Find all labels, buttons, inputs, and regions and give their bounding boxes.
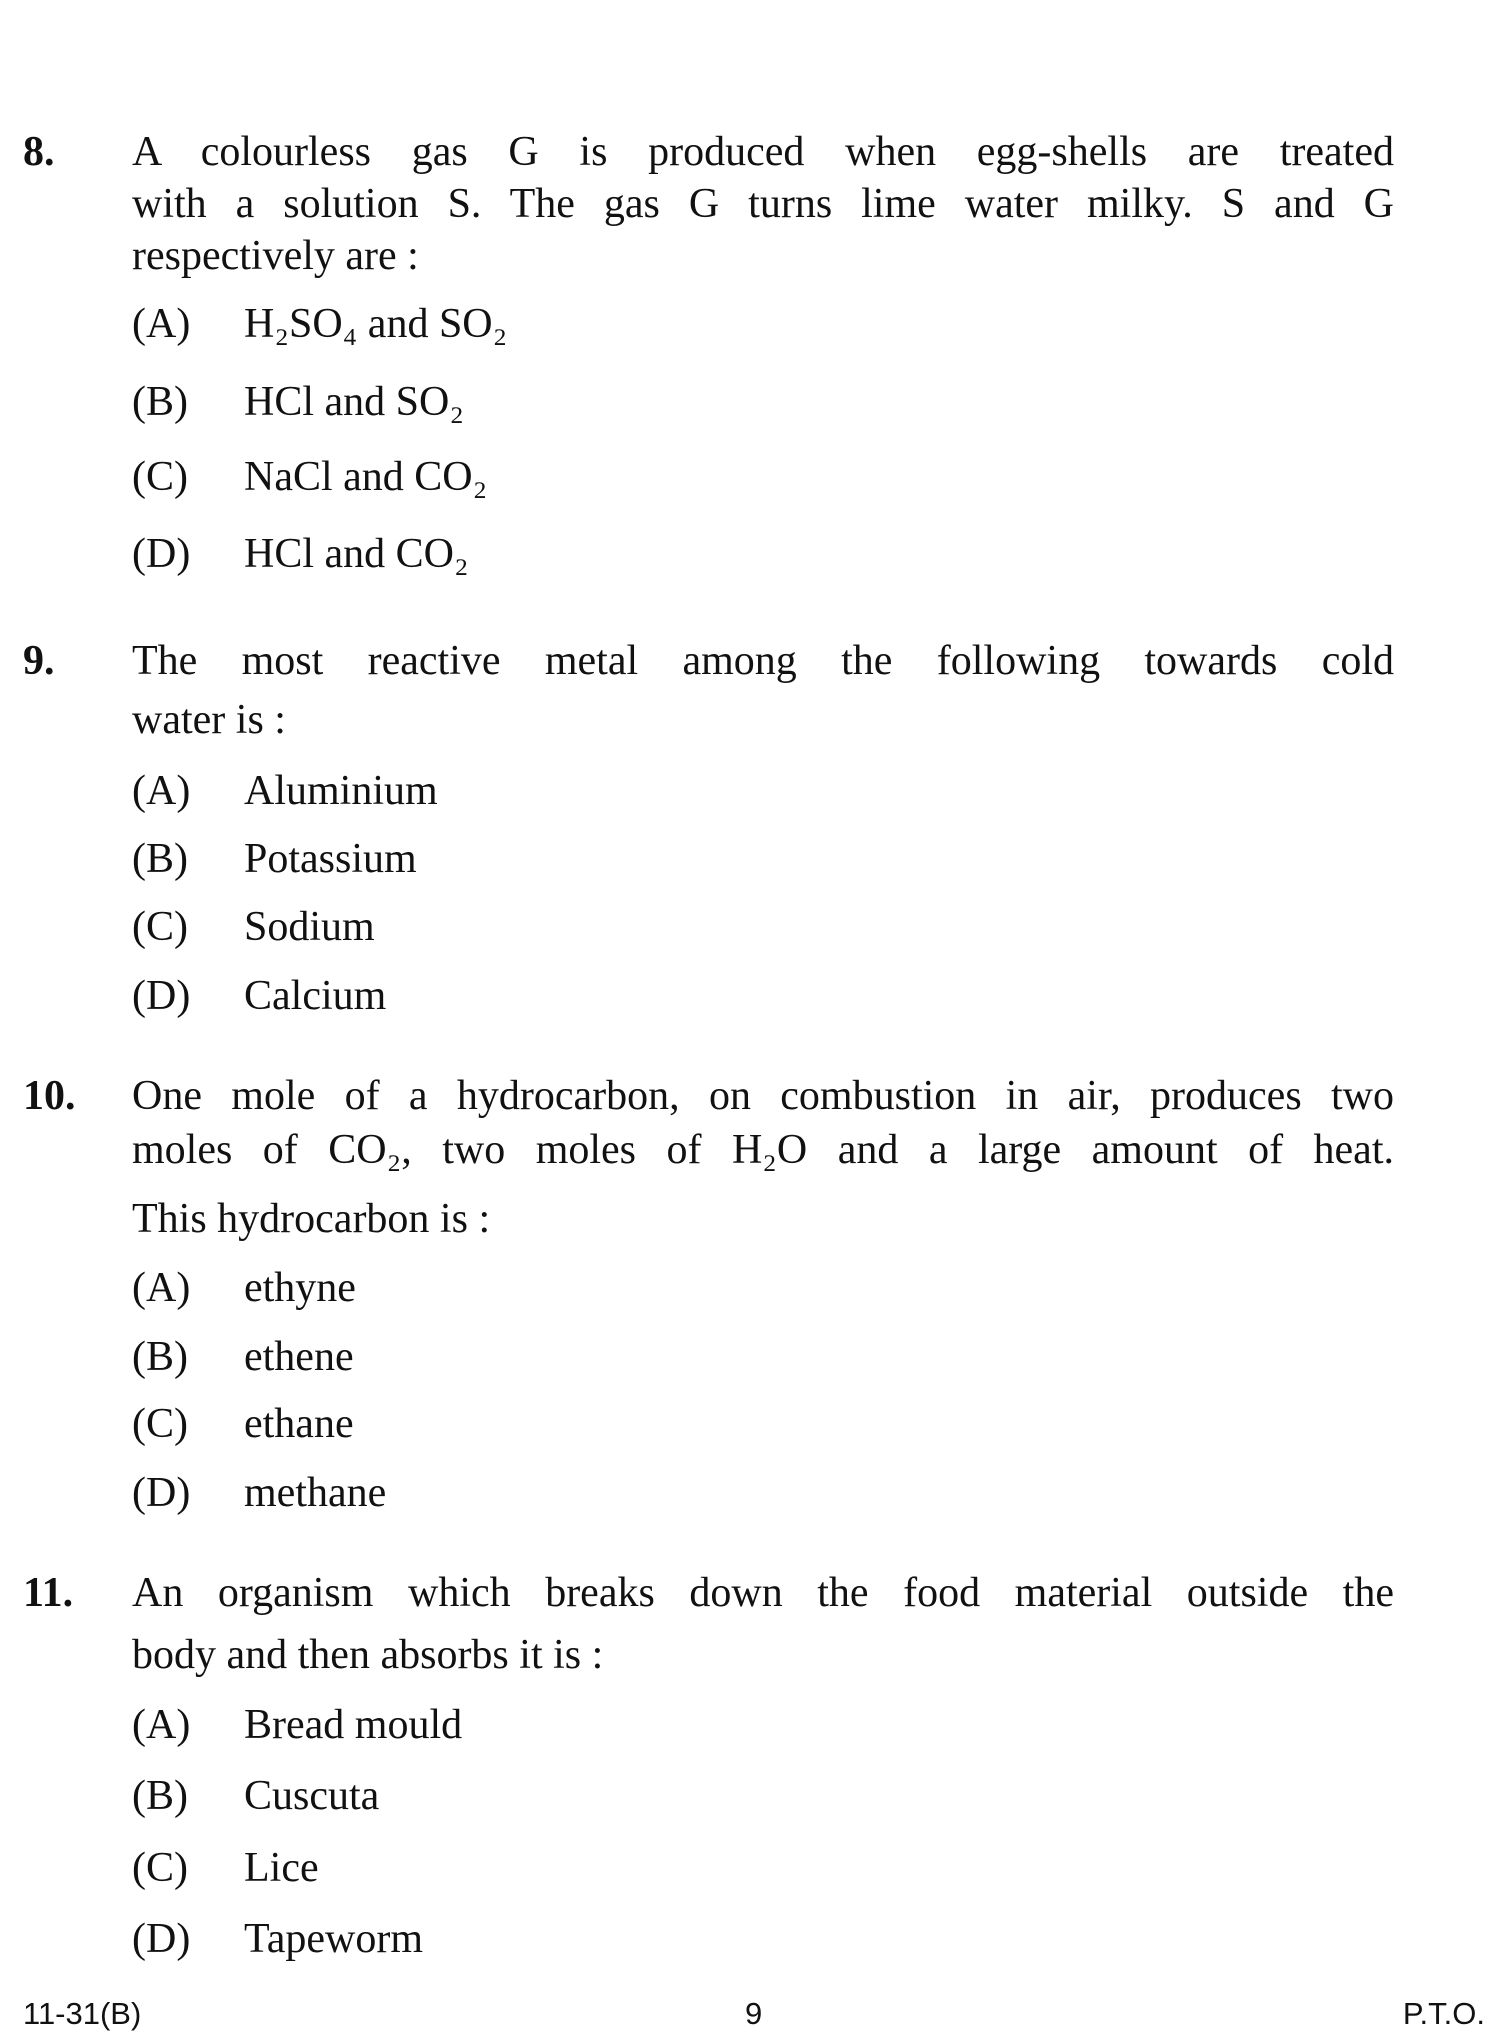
option-label: (D) — [132, 531, 191, 577]
option-label: (A) — [132, 301, 191, 347]
option-a — [132, 1699, 462, 1751]
option-label: (C) — [132, 904, 188, 950]
option-c — [132, 1398, 354, 1450]
question-text-line: This hydrocarbon is : — [132, 1196, 491, 1242]
option-text: ethane — [244, 1401, 354, 1447]
question-number: 11. — [23, 1570, 74, 1616]
question-text-line: One mole of a hydrocarbon, on combustion in air, produces two — [132, 1073, 1394, 1119]
option-b — [132, 1331, 354, 1383]
option-text: HCl and CO₂ — [244, 531, 469, 577]
option-text: Calcium — [244, 973, 387, 1019]
option-c — [132, 451, 487, 503]
option-text: ethene — [244, 1334, 354, 1380]
option-text: H₂SO₄ and SO₂ — [244, 301, 508, 347]
question-text-line: A colourless gas G is produced when egg-shells are treated — [132, 129, 1394, 175]
option-c — [132, 901, 375, 953]
footer-page-number: 9 — [745, 1996, 763, 2031]
option-label: (C) — [132, 1845, 188, 1891]
option-d — [132, 1467, 386, 1519]
option-text: Sodium — [244, 904, 375, 950]
option-d — [132, 528, 469, 580]
option-text: Bread mould — [244, 1702, 463, 1748]
option-a — [132, 765, 438, 817]
option-text: NaCl and CO₂ — [244, 454, 488, 500]
option-a — [132, 1262, 356, 1314]
option-label: (B) — [132, 836, 188, 882]
question-number: 9. — [23, 638, 55, 684]
option-label: (A) — [132, 1702, 191, 1748]
option-text: methane — [244, 1470, 387, 1516]
option-label: (A) — [132, 768, 191, 814]
question-text-line: body and then absorbs it is : — [132, 1632, 604, 1678]
option-label: (D) — [132, 1470, 191, 1516]
option-b — [132, 1770, 379, 1822]
option-text: ethyne — [244, 1265, 356, 1311]
question-text-line: The most reactive metal among the following towards cold — [132, 638, 1394, 684]
question-number: 8. — [23, 129, 55, 175]
option-c — [132, 1842, 319, 1894]
option-label: (D) — [132, 1916, 191, 1962]
question-text-line: moles of CO₂, two moles of H₂O and a large amount of heat. — [132, 1127, 1394, 1173]
option-text: Tapeworm — [244, 1916, 423, 1962]
option-text: Aluminium — [244, 768, 438, 814]
question-text-line: An organism which breaks down the food material outside the — [132, 1570, 1394, 1616]
option-text: Potassium — [244, 836, 417, 882]
option-a — [132, 298, 507, 350]
option-b — [132, 376, 464, 428]
option-d — [132, 1913, 423, 1965]
option-label: (B) — [132, 1773, 188, 1819]
option-text: HCl and SO₂ — [244, 379, 464, 425]
option-b — [132, 833, 417, 885]
option-text: Lice — [244, 1845, 319, 1891]
option-label: (D) — [132, 973, 191, 1019]
question-text-line: respectively are : — [132, 233, 419, 279]
question-text-line: with a solution S. The gas G turns lime water milky. S and G — [132, 181, 1394, 227]
question-number: 10. — [23, 1073, 76, 1119]
footer-paper-code: 11-31(B) — [23, 1996, 142, 2031]
option-text: Cuscuta — [244, 1773, 380, 1819]
option-label: (B) — [132, 379, 188, 425]
footer-pto: P.T.O. — [1402, 1996, 1485, 2031]
option-label: (C) — [132, 454, 188, 500]
option-d — [132, 970, 386, 1022]
option-label: (B) — [132, 1334, 188, 1380]
option-label: (A) — [132, 1265, 191, 1311]
option-label: (C) — [132, 1401, 188, 1447]
question-text-line: water is : — [132, 697, 286, 743]
